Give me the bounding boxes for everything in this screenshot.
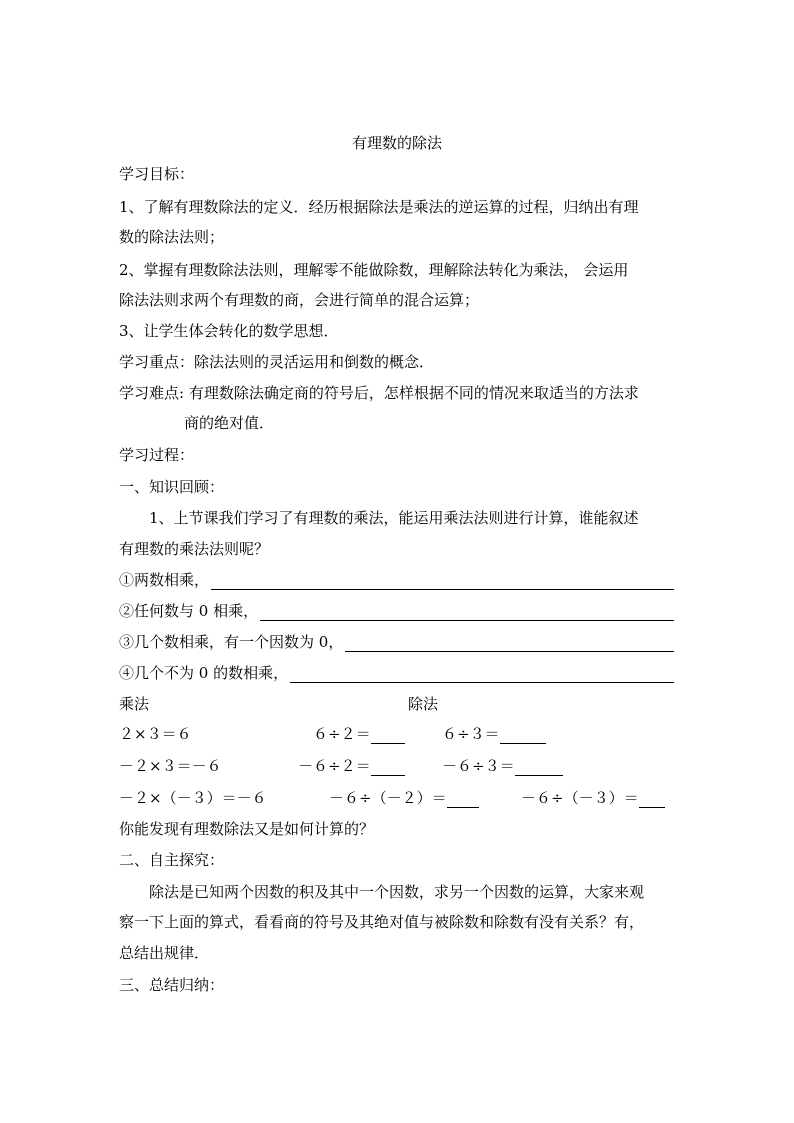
fill-blank-label: ③几个数相乘，有一个因数为 0，: [119, 633, 344, 651]
answer-blank[interactable]: [211, 573, 674, 590]
explore-text: 除法是已知两个因数的积及其中一个因数，求另一个因数的运算，大家来观: [149, 883, 645, 901]
fill-blank-label: ②任何数与 0 相乘，: [119, 602, 259, 620]
objectives-heading: 学习目标：: [119, 165, 195, 183]
column-label-division: 除法: [408, 695, 439, 713]
difficulty-line: 学习难点: 有理数除法确定商的符号后，怎样根据不同的情况来取适当的方法求: [119, 384, 639, 402]
discover-question: 你能发现有理数除法又是如何计算的？: [119, 820, 375, 838]
section-heading: 三、总结归纳：: [119, 976, 225, 994]
division-equation: －６÷２＝: [298, 756, 405, 776]
key-point: 学习重点：除法法则的灵活运用和倒数的概念．: [119, 353, 435, 371]
review-question: 有理数的乘法法则呢？: [119, 540, 270, 558]
explore-text: 总结出规律．: [119, 944, 210, 962]
fill-blank-row: [119, 601, 674, 621]
page-title: 有理数的除法: [351, 134, 442, 152]
answer-blank[interactable]: [371, 759, 405, 776]
fill-blank-row: [119, 570, 674, 590]
division-equation: ６÷３＝: [442, 724, 546, 744]
answer-blank[interactable]: [515, 759, 563, 776]
division-equation: －６÷３＝: [442, 756, 563, 776]
fill-blank-row: [119, 663, 674, 683]
division-equation: －６÷（－２）＝: [329, 788, 479, 808]
objective-line: 1、了解有理数除法的定义．经历根据除法是乘法的逆运算的过程，归纳出有理: [119, 198, 639, 216]
multiplication-equation: －２×（－３）＝－６: [119, 789, 267, 807]
answer-blank[interactable]: [500, 727, 546, 744]
column-label-multiplication: 乘法: [119, 695, 150, 713]
answer-blank[interactable]: [290, 666, 674, 683]
difficulty-line: 商的绝对值．: [184, 414, 275, 432]
process-heading: 学习过程：: [119, 446, 195, 464]
section-heading: 二、自主探究：: [119, 851, 225, 869]
objective-line: 除法法则求两个有理数的商，会进行简单的混合运算；: [119, 291, 480, 309]
answer-blank[interactable]: [447, 791, 479, 808]
division-equation: ６÷２＝: [313, 724, 405, 744]
fill-blank-label: ④几个不为 0 的数相乘，: [119, 664, 289, 682]
answer-blank[interactable]: [345, 635, 674, 652]
objective-line: 数的除法法则；: [119, 228, 225, 246]
multiplication-equation: －２×３＝－６: [119, 757, 222, 775]
division-equation: －６÷（－３）＝: [521, 788, 665, 808]
section-heading: 一、知识回顾：: [119, 478, 225, 496]
fill-blank-label: ①两数相乘，: [119, 571, 210, 589]
review-question: 1、上节课我们学习了有理数的乘法，能运用乘法法则进行计算，谁能叙述: [149, 509, 639, 527]
explore-text: 察一下上面的算式，看看商的符号及其绝对值与被除数和除数有没有关系？有，: [119, 913, 645, 931]
fill-blank-row: [119, 632, 674, 652]
answer-blank[interactable]: [639, 791, 665, 808]
answer-blank[interactable]: [371, 727, 405, 744]
answer-blank[interactable]: [260, 604, 674, 621]
objective-line: 2、掌握有理数除法法则，理解零不能做除数，理解除法转化为乘法， 会运用: [119, 261, 629, 279]
multiplication-equation: ２×３＝６: [119, 725, 192, 743]
objective-line: 3、让学生体会转化的数学思想．: [119, 322, 339, 340]
